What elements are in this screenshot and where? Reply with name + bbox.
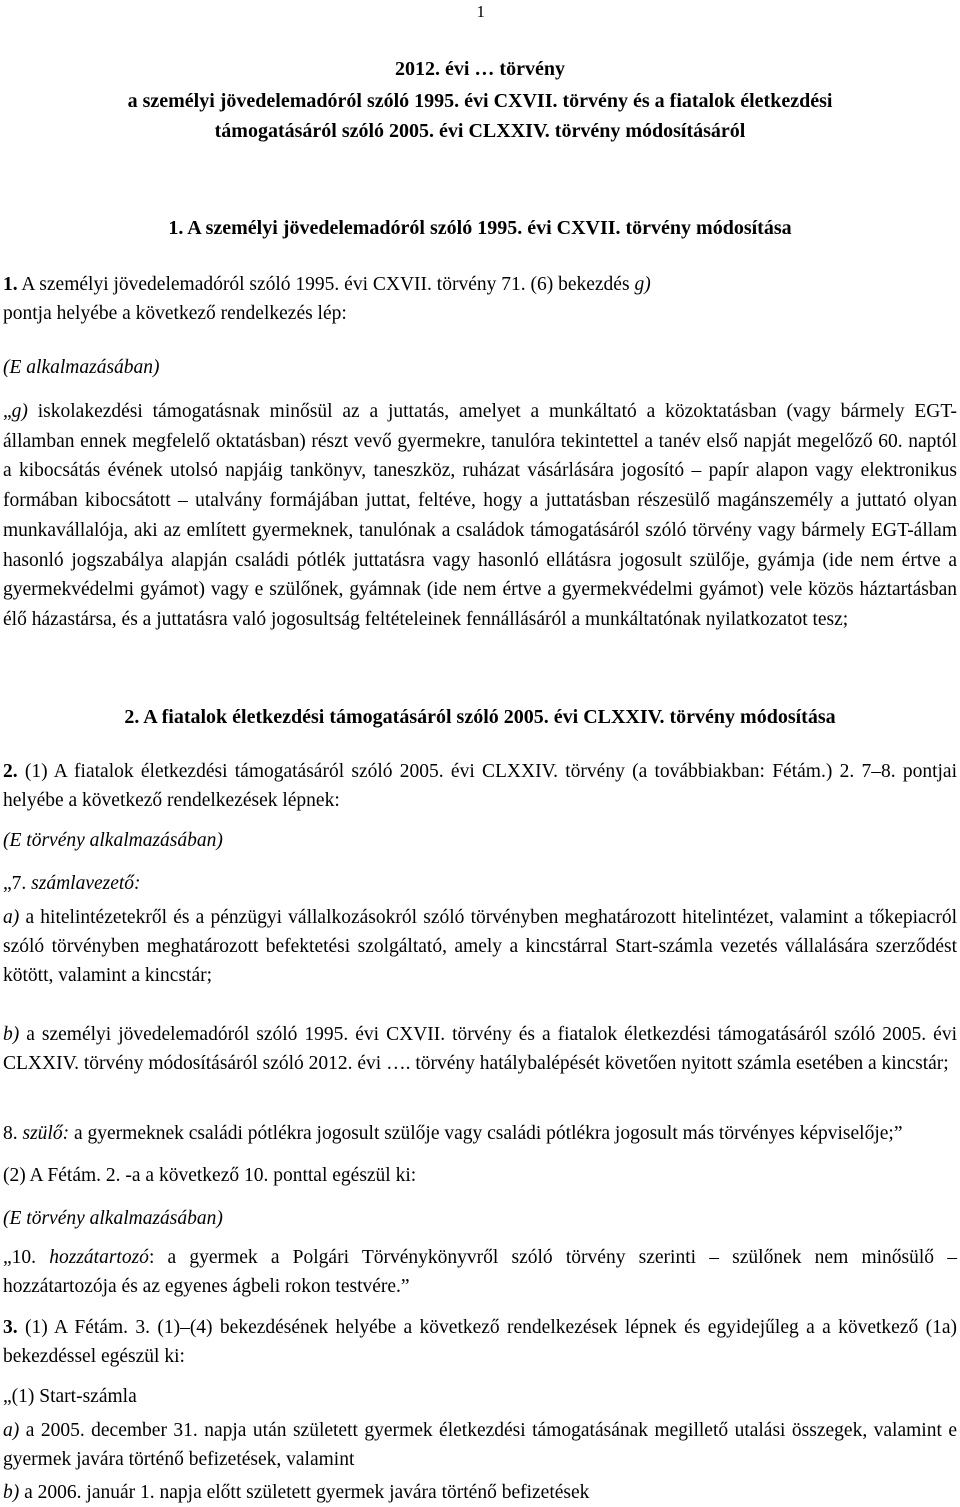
page-number: 1 — [476, 2, 485, 21]
point-8-term: szülő: — [22, 1123, 70, 1144]
section-1-context — [3, 353, 957, 382]
point-7b-label: b) — [3, 1024, 20, 1045]
section-3-start-account: „(1) Start-számla — [3, 1386, 137, 1407]
point-10-text: : a gyermek a Polgári Törvénykönyvről szóló törvény szerinti – szülőnek nem minősülő – hozzátartozója és az egyenes ágbeli rokon testvére.” — [3, 1247, 957, 1297]
section-3-point-a-text: a 2005. december 31. napja után született gyermek életkezdési támogatásának megillető utalási összegek, valamint e gyermek javára történő befizetések, valamint — [3, 1420, 957, 1470]
chapter-2-heading: 2. A fiatalok életkezdési támogatásáról szóló 2005. évi CLXXIV. törvény módosítása — [124, 706, 836, 728]
section-3-text: (1) A Fétám. 3. (1)–(4) bekezdésének helyébe a következő rendelkezések lépnek és egyidejűleg a a következő (1a) bekezdéssel egészül ki: — [3, 1317, 957, 1367]
point-8 — [3, 1119, 957, 1148]
section-3-point-b-text: a 2006. január 1. napja előtt született gyermek javára történő befizetések — [19, 1482, 590, 1503]
point-10-term: hozzátartozó — [49, 1247, 149, 1268]
section-3-number: 3. — [3, 1317, 18, 1338]
section-1-intro-text: A személyi jövedelemadóról szóló 1995. évi CXVII. törvény 71. (6) bekezdés — [17, 274, 635, 295]
section-1-intro-cont: pontja helyébe a következő rendelkezés lép: — [3, 303, 347, 324]
section-2-number: 2. — [3, 761, 18, 782]
section-3-point-a — [3, 1416, 957, 1474]
point-7b — [3, 1020, 957, 1078]
point-7a — [3, 903, 957, 990]
section-1-context-text: (E alkalmazásában) — [3, 357, 160, 378]
subtitle-line-1: a személyi jövedelemadóról szóló 1995. évi CXVII. törvény és a fiatalok életkezdési — [127, 90, 833, 112]
point-8-text: a gyermeknek családi pótlékra jogosult szülője vagy családi pótlékra jogosult más törvényes képviselője;” — [69, 1123, 903, 1144]
section-2-context-text: (E törvény alkalmazásában) — [3, 830, 223, 851]
point-g-label: g) — [11, 401, 28, 422]
point-10-number: „10. — [3, 1247, 50, 1268]
point-7-number: „7. — [3, 873, 32, 894]
section-2-paragraph-1 — [3, 757, 957, 815]
section-2-context — [3, 826, 957, 855]
point-7-term: számlavezető: — [31, 873, 141, 894]
section-2-paragraph-2: (2) A Fétám. 2. -a a következő 10. ponttal egészül ki: — [3, 1165, 417, 1186]
point-g-text: iskolakezdési támogatásnak minősül az a juttatás, amelyet a munkáltató a közoktatásban (vagy bármely EGT-államban ennek megfelelő oktatásban) részt vevő gyermekre, tanulóra tekintettel a tanév első napját megelőző 60. naptól a kibocsátás évének utolsó napjáig tankönyv, taneszköz, ruházat vásárlására jogosító – papír alapon vagy elektronikus formában kibocsátott – utalvány formájában juttat, feltéve, hogy a juttatásban részesülő magánszemély a juttató olyan munkavállalója, aki az említett gyermeknek, tanulónak a családok támogatásáról szóló törvény vagy bármely EGT-állam hasonló jogszabálya alapján családi pótlék juttatásra vagy hasonló ellátásra jogosult szülője, gyámja (ide nem értve a gyermekvédelmi gyámot) vagy e szülőnek, gyámnak (ide nem értve a gyermekvédelmi gyámot) vele közös háztartásban élő házastársa, és a juttatásra való jogosultság feltételeinek fennállásáról a munkáltatónak nyilatkozatot tesz; — [3, 401, 957, 630]
section-2-context-2 — [3, 1204, 957, 1233]
section-1-intro — [3, 270, 957, 328]
section-2-context-2-text: (E törvény alkalmazásában) — [3, 1208, 223, 1229]
point-8-number: 8. — [3, 1123, 23, 1144]
section-3-paragraph-1 — [3, 1313, 957, 1371]
subtitle-line-2: támogatásáról szóló 2005. évi CLXXIV. törvény módosításáról — [214, 120, 746, 142]
section-1-amendment — [3, 397, 957, 635]
document-title: 2012. évi … törvény — [395, 58, 565, 80]
document-subtitle — [3, 86, 957, 146]
point-10 — [3, 1243, 957, 1301]
quote-open: „ — [3, 401, 12, 422]
section-3-point-b — [3, 1478, 957, 1507]
point-7a-text: a hitelintézetekről és a pénzügyi vállalkozásokról szóló törvényben meghatározott hitelintézet, valamint a tőkepiacról szóló törvényben meghatározott befektetési szolgáltató, amely a kincstárral Start-számla vezetés vállalására szerződést kötött, valamint a kincstár; — [3, 907, 957, 986]
section-3-point-a-label: a) — [3, 1420, 20, 1441]
point-7b-text: a személyi jövedelemadóról szóló 1995. évi CXVII. törvény és a fiatalok életkezdési támogatásáról szóló 2005. évi CLXXIV. törvény módosításáról szóló 2012. évi …. törvény hatálybalépését követően nyitott számla esetében a kincstár; — [3, 1024, 957, 1074]
section-3-point-b-label: b) — [3, 1482, 20, 1503]
chapter-1-heading: 1. A személyi jövedelemadóról szóló 1995. évi CXVII. törvény módosítása — [168, 217, 792, 239]
section-2-text: (1) A fiatalok életkezdési támogatásáról szóló 2005. évi CLXXIV. törvény (a továbbiakban: Fétám.) 2. 7–8. pontjai helyébe a következő rendelkezések lépnek: — [3, 761, 957, 811]
point-7 — [3, 869, 957, 898]
point-7a-label: a) — [3, 907, 20, 928]
section-1-point-ref: g) — [634, 274, 651, 295]
section-1-number: 1. — [3, 274, 18, 295]
